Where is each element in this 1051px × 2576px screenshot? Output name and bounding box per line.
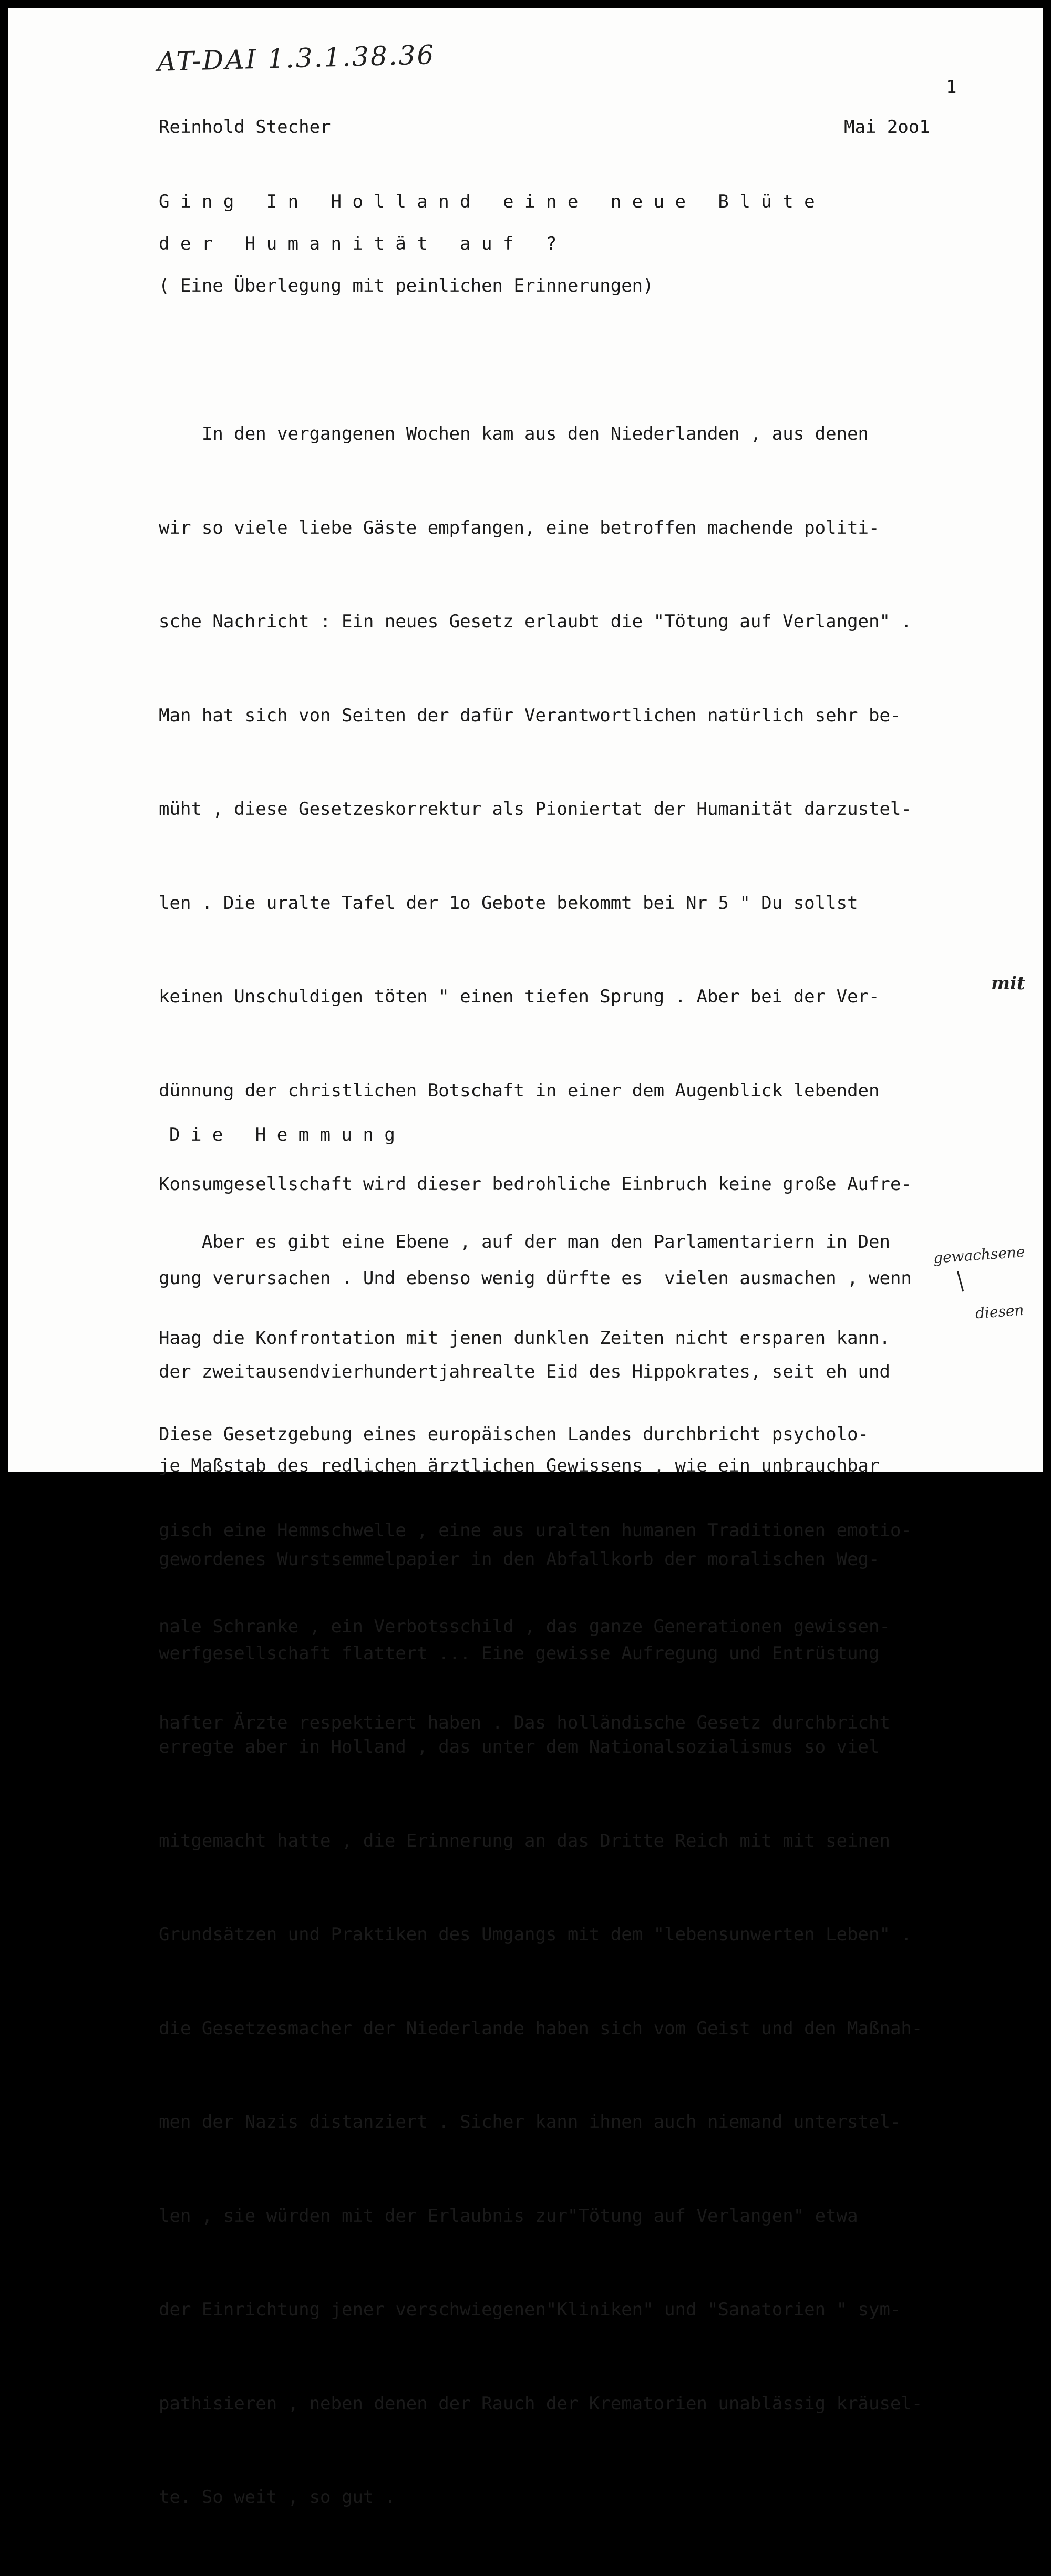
handwritten-annotation-diesen: diesen (974, 1301, 1025, 1322)
body-line: pathisieren , neben denen der Rauch der Krematorien unablässig kräusel- (159, 2393, 923, 2414)
body-line: erregte aber in Holland , das unter dem Nationalsozialismus so viel (159, 1736, 880, 1757)
body-line: men der Nazis distanziert . Sicher kann ihnen auch niemand unterstel- (159, 2112, 901, 2133)
body-line: sche Nachricht : Ein neues Gesetz erlaubt die "Tötung auf Verlangen" . (159, 611, 912, 632)
subtitle: ( Eine Überlegung mit peinlichen Erinnerungen) (159, 275, 654, 296)
page-number: 1 (946, 77, 957, 98)
body-line: gewordenes Wurstsemmelpapier in den Abfallkorb der moralischen Weg- (159, 1549, 880, 1570)
body-line: gisch eine Hemmschwelle , eine aus uralten humanen Traditionen emotio- (159, 1520, 912, 1541)
body-line: nale Schranke , ein Verbotsschild , das ganze Generationen gewissen- (159, 1616, 890, 1637)
body-line: len . Die uralte Tafel der 1o Gebote bekommt bei Nr 5 " Du sollst (159, 892, 858, 914)
handwritten-annotation-mit: mit (991, 973, 1025, 994)
body-section-2 (159, 1162, 1042, 1803)
body-line: Man hat sich von Seiten der dafür Verantwortlichen natürlich sehr be- (159, 705, 901, 726)
body-line: Grundsätzen und Praktiken des Umgangs mit dem "lebensunwerten Leben" . (159, 1924, 912, 1945)
body-line: werfgesellschaft flattert ... Eine gewisse Aufregung und Entrüstung (159, 1642, 880, 1664)
document-date: Mai 2oo1 (844, 117, 930, 138)
title-line-1: G i n g I n H o l l a n d e i n e n e u e B l ü t e (159, 191, 815, 212)
body-line: len , sie würden mit der Erlaubnis zur"Tötung auf Verlangen" etwa (159, 2205, 858, 2227)
body-line: Aber es gibt eine Ebene , auf der man den Parlamentariern in Den (159, 1232, 890, 1253)
body-line: Haag die Konfrontation mit jenen dunklen Zeiten nicht ersparen kann. (159, 1328, 890, 1349)
body-line: Konsumgesellschaft wird dieser bedrohliche Einbruch keine große Aufre- (159, 1174, 912, 1195)
archive-reference: AT-DAI 1.3.1.38.36 (157, 39, 436, 77)
body-line: hafter Ärzte respektiert haben . Das holländische Gesetz durchbricht (159, 1712, 890, 1733)
document-page (8, 8, 1043, 2508)
body-line: mitgemacht hatte , die Erinnerung an das Dritte Reich mit mit seinen (159, 1830, 890, 1851)
body-line: müht , diese Gesetzeskorrektur als Pioniertat der Humanität darzustel- (159, 799, 912, 820)
body-line: gung verursachen . Und ebenso wenig dürfte es vielen ausmachen , wenn (159, 1267, 912, 1289)
body-line: dünnung der christlichen Botschaft in einer dem Augenblick lebenden (159, 1080, 880, 1101)
body-line: Diese Gesetzgebung eines europäischen Landes durchbricht psycholo- (159, 1424, 869, 1445)
section-heading: D i e H e m m u n g (169, 1124, 395, 1145)
author-name: Reinhold Stecher (159, 117, 331, 138)
body-line: te. So weit , so gut . (159, 2487, 396, 2508)
body-line: keinen Unschuldigen töten " einen tiefen Sprung . Aber bei der Ver- (159, 986, 880, 1007)
body-line: je Maßstab des redlichen ärztlichen Gewissens , wie ein unbrauchbar (159, 1455, 880, 1476)
body-line: der zweitausendvierhundertjahrealte Eid des Hippokrates, seit eh und (159, 1361, 890, 1382)
title-line-2: d e r H u m a n i t ä t a u f ? (159, 233, 557, 254)
handwritten-annotation-gewachsene: gewachsene (933, 1243, 1026, 1267)
body-line: die Gesetzesmacher der Niederlande haben sich vom Geist und den Maßnah- (159, 2018, 923, 2039)
body-line: der Einrichtung jener verschwiegenen"Kliniken" und "Sanatorien " sym- (159, 2299, 901, 2320)
body-line: In den vergangenen Wochen kam aus den Niederlanden , aus denen (159, 423, 869, 444)
body-line: wir so viele liebe Gäste empfangen, eine betroffen machende politi- (159, 517, 880, 539)
